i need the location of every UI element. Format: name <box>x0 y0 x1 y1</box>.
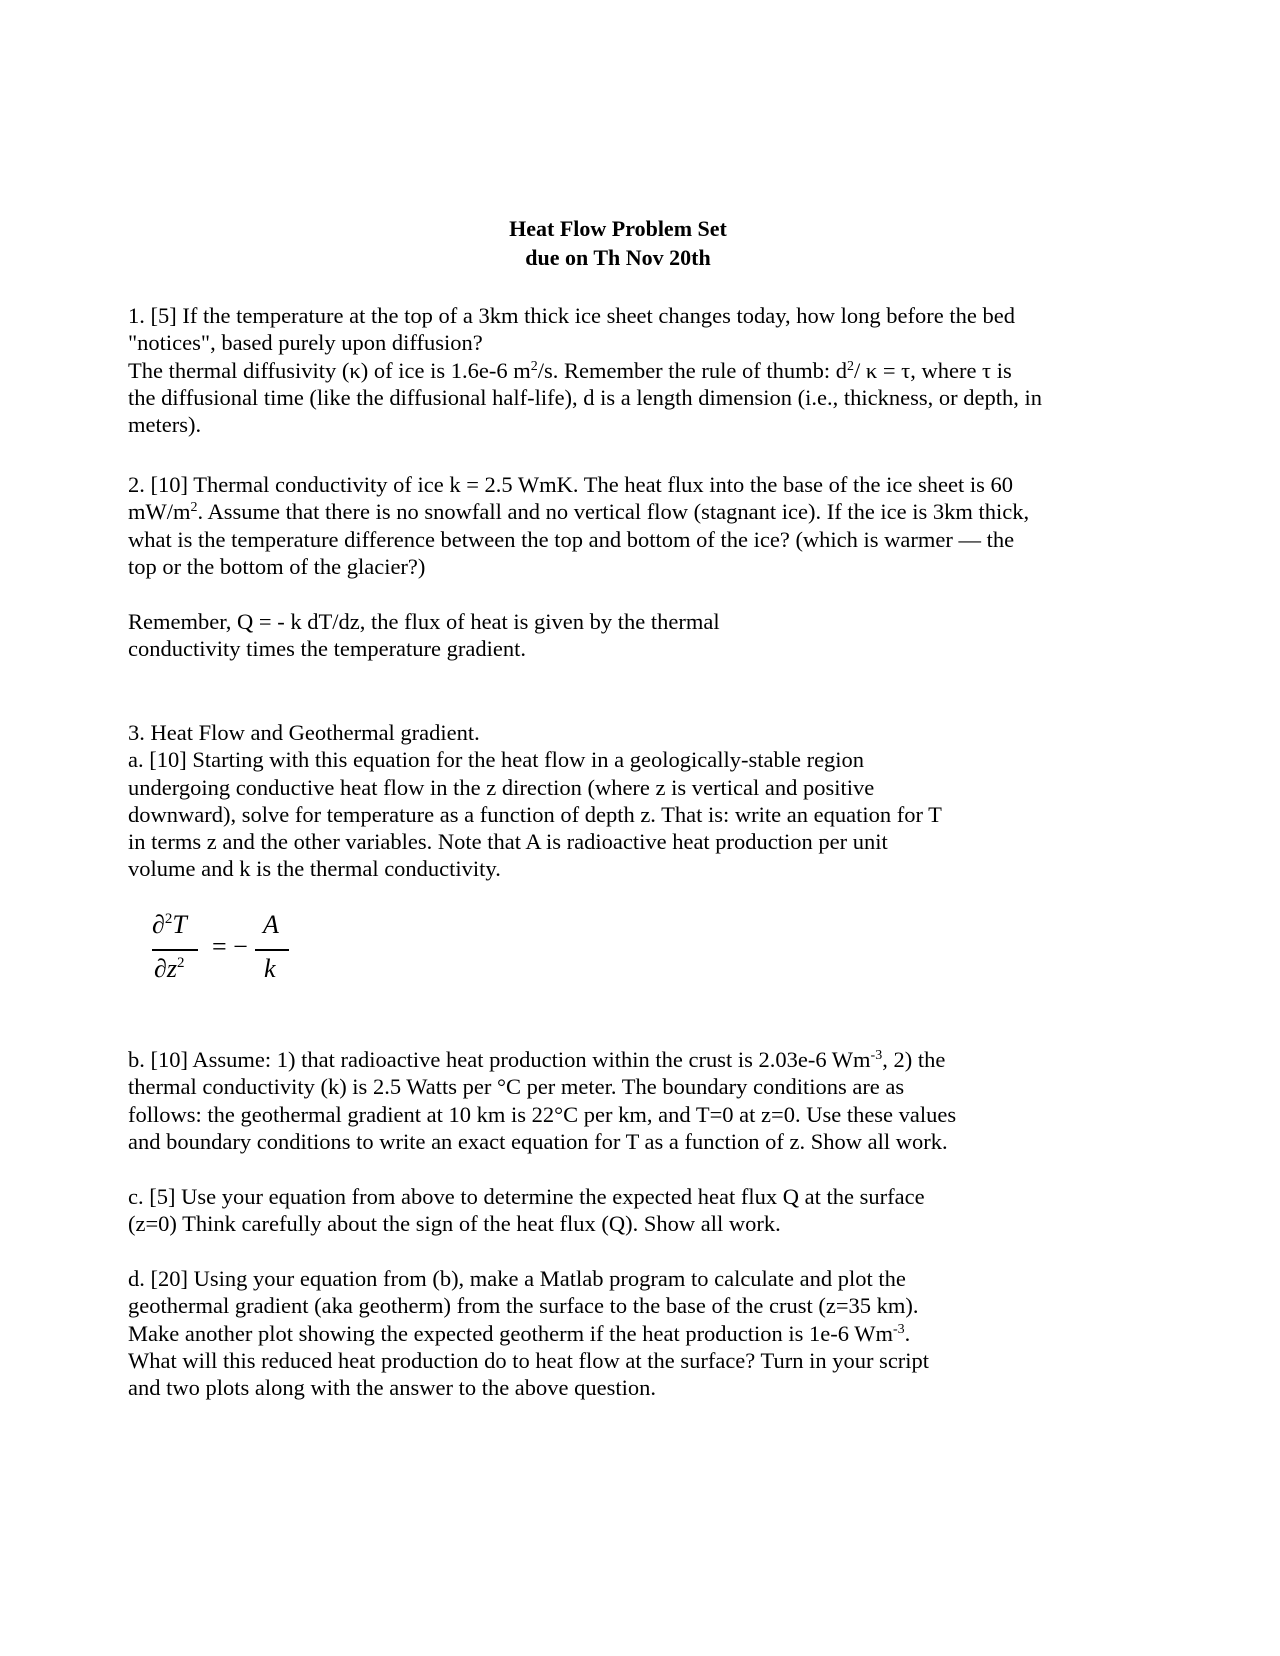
question-1 <box>128 302 1158 438</box>
q3a-line-3: downward), solve for temperature as a function of depth z. That is: write an equation for T <box>128 801 942 827</box>
q2-line-2: $mW/m^2$. Assume that there is no snowfall and no vertical flow (stagnant ice). If the ice is 3km thick, <box>128 499 1030 525</box>
fraction-bar-right <box>255 949 289 951</box>
q2-line-3: what is the temperature difference between the top and bottom of the ice? (which is warmer — the <box>128 526 1015 552</box>
q3b-line-2: thermal conductivity (k) is 2.5 Watts per °C per meter. The boundary conditions are as <box>128 1074 905 1100</box>
q1-line-2: "notices", based purely upon diffusion? <box>128 330 483 356</box>
equation-rhs-denominator: k <box>264 954 276 983</box>
q3d-line-5: and two plots along with the answer to the above question. <box>128 1375 657 1401</box>
question-2 <box>128 471 1158 580</box>
remember-line-2: conductivity times the temperature gradient. <box>128 636 526 662</box>
remember-line-1: Remember, Q = - k dT/dz, the flux of heat is given by the thermal <box>128 609 720 634</box>
q1-line-3: The thermal diffusivity (κ) of ice is 1.6e-6 $m^2/s$. Remember the rule of thumb: $d^2/$ κ = τ, where τ is <box>128 357 1012 383</box>
question-3d <box>128 1265 1060 1401</box>
question-3b <box>128 1046 1060 1155</box>
question-3 <box>128 719 1060 883</box>
q3a-line-2: undergoing conductive heat flow in the z direction (where z is vertical and positive <box>128 774 875 800</box>
q3b-line-1: b. [10] Assume: 1) that radioactive heat production within the crust is 2.03e-6 $Wm^{-3}$, 2) the <box>128 1047 946 1072</box>
q3c-line-2: (z=0) Think carefully about the sign of the heat flux (Q). Show all work. <box>128 1211 781 1237</box>
q3b-line-3: follows: the geothermal gradient at 10 km is 22°C per km, and T=0 at z=0. Use these values <box>128 1101 957 1127</box>
remember-note <box>128 608 828 663</box>
equation-lhs-numerator: ∂$^2$T <box>152 910 187 939</box>
question-3c <box>128 1183 1060 1238</box>
q3a-line-4: in terms z and the other variables. Note that A is radioactive heat production per unit <box>128 829 888 855</box>
q1-line-4: the diffusional time (like the diffusional half-life), d is a length dimension (i.e., thickness, or depth, in <box>128 384 1042 410</box>
heat-equation <box>150 910 300 990</box>
q1-line-1: 1. [5] If the temperature at the top of a 3km thick ice sheet changes today, how long before the bed <box>128 303 1015 328</box>
q3d-line-4: What will this reduced heat production do to heat flow at the surface? Turn in your script <box>128 1347 930 1373</box>
q2-line-4: top or the bottom of the glacier?) <box>128 553 426 579</box>
q2-line-1: 2. [10] Thermal conductivity of ice k = 2.5 WmK. The heat flux into the base of the ice sheet is 60 <box>128 472 1013 497</box>
q3a-line-1: a. [10] Starting with this equation for the heat flow in a geologically-stable region <box>128 747 865 773</box>
q3d-line-2: geothermal gradient (aka geotherm) from the surface to the base of the crust (z=35 km). <box>128 1293 919 1319</box>
q3d-line-3: Make another plot showing the expected geotherm if the heat production is 1e-6 $Wm^{-3}$. <box>128 1320 911 1346</box>
equation-lhs-denominator: $\partial z^2$ <box>154 954 185 983</box>
q3c-line-1: c. [5] Use your equation from above to determine the expected heat flux Q at the surface <box>128 1184 925 1209</box>
q3a-line-5: volume and k is the thermal conductivity. <box>128 856 501 882</box>
q3b-line-4: and boundary conditions to write an exact equation for T as a function of z. Show all work. <box>128 1128 948 1154</box>
q3-heading: 3. Heat Flow and Geothermal gradient. <box>128 720 480 745</box>
q1-line-5: meters). <box>128 412 202 438</box>
equation-rhs-numerator: A <box>263 910 279 939</box>
document-title: Heat Flow Problem Set <box>509 216 727 241</box>
fraction-bar-left <box>152 949 198 951</box>
due-date: due on Th Nov 20th <box>525 245 711 270</box>
q3d-line-1: d. [20] Using your equation from (b), make a Matlab program to calculate and plot the <box>128 1266 906 1291</box>
equation-operator: = − <box>212 932 248 961</box>
